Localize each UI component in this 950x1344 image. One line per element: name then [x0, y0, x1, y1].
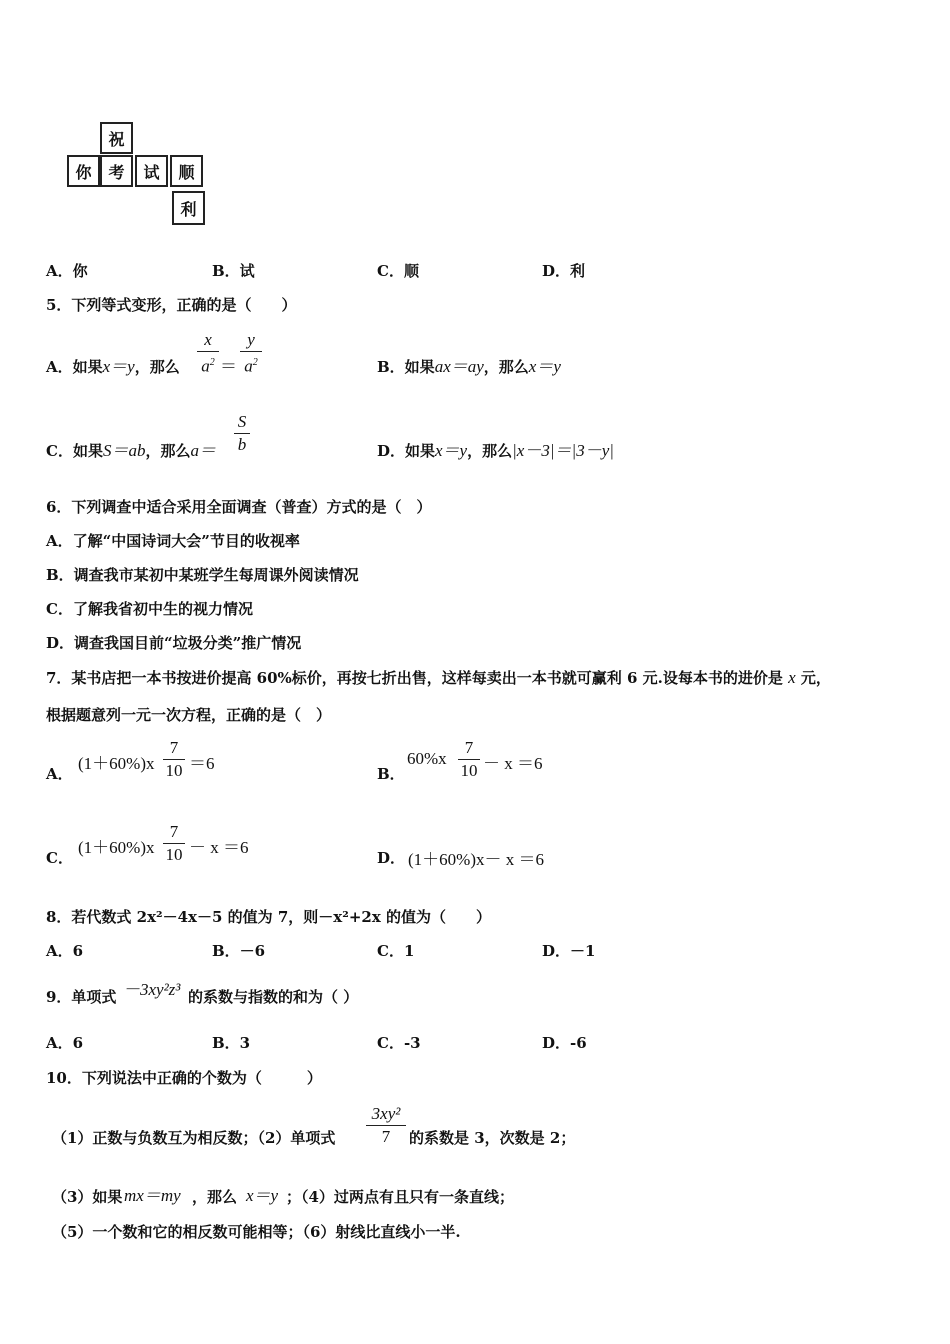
q5-c-num: S: [237, 412, 247, 431]
q10-fraction: [366, 1104, 406, 1147]
q5-c-mid: ，那么: [145, 442, 191, 460]
q7-line1-pre: 7．某书店把一本书按进价提高 60%标价，再按七折出售，这样每卖出一本书就可赢利 6 元.设每本书的进价是: [46, 669, 789, 687]
q5-a-exp2: 2: [252, 357, 258, 368]
q8-option-a: A．6: [46, 942, 84, 960]
q8-option-d: D．－1: [542, 942, 596, 960]
q10-stem: 10．下列说法中正确的个数为（ ）: [46, 1069, 322, 1087]
q5-a-num1: x: [204, 330, 212, 349]
q5-c-fraction: [234, 412, 250, 455]
q10-s3-mid: ，那么: [192, 1188, 238, 1206]
q7-a-post: ＝6: [189, 754, 215, 773]
q5-a-exp1: 2: [209, 357, 215, 368]
q7-b-pre: 60%x: [407, 749, 447, 768]
q9-monomial: －3xy²z³: [123, 980, 181, 999]
q5-c-prefix: C．如果: [46, 442, 103, 460]
q5-a-den2: a: [244, 356, 253, 376]
net-cell: 顺: [170, 155, 203, 187]
q8-option-b: B．－6: [212, 942, 266, 960]
q8-stem: 8．若代数式 2x²－4x－5 的值为 7，则－x²+2x 的值为（ ）: [46, 908, 491, 926]
q7-option-d-label: D．: [377, 849, 406, 867]
q7-a-den: 10: [165, 761, 183, 780]
q9-option-c: C．-3: [377, 1034, 421, 1052]
q10-statement-5-6: （5）一个数和它的相反数可能相等；（6）射线比直线小一半.: [52, 1223, 461, 1241]
q5-stem: 5．下列等式变形，正确的是（ ）: [46, 296, 297, 314]
q5-option-b: [377, 352, 561, 377]
net-cell: 考: [100, 155, 133, 187]
q10-frac-num: 3xy²: [371, 1104, 401, 1123]
q5-a-prefix: A．如果: [46, 358, 103, 376]
q10-s3-post: ；（4）过两点有且只有一条直线；: [286, 1188, 514, 1206]
net-cell: 你: [67, 155, 100, 187]
q7-d-expr: (1＋60%)x－ x ＝6: [408, 850, 544, 869]
q5-option-d: [377, 436, 614, 461]
q5-d-mid: ，那么: [467, 442, 513, 460]
q7-a-num: 7: [169, 738, 179, 757]
q6-option-b: B．调查我市某初中某班学生每周课外阅读情况: [46, 566, 359, 584]
q9-option-a: A．6: [46, 1034, 84, 1052]
net-cell: 试: [135, 155, 168, 187]
q10-frac-den: 7: [381, 1127, 391, 1146]
net-cell: 祝: [100, 122, 133, 154]
q5-b-cond: ax＝ay: [434, 357, 484, 376]
q9-stem-pre: 9．单项式: [46, 988, 117, 1006]
q7-b-fraction: [458, 738, 480, 781]
q9-option-d: D．-6: [542, 1034, 587, 1052]
q7-line1-var: x: [788, 668, 796, 687]
q6-option-c: C．了解我省初中生的视力情况: [46, 600, 253, 618]
q4-option-a: A．你: [46, 262, 88, 280]
q5-d-prefix: D．如果: [377, 442, 436, 460]
q5-a-cond: x＝y: [102, 357, 135, 376]
q10-s3-pre: （3）如果: [52, 1188, 123, 1206]
q5-b-prefix: B．如果: [377, 358, 435, 376]
q7-c-post: － x ＝6: [189, 838, 249, 857]
q7-c-pre: (1＋60%)x: [78, 838, 155, 857]
q10-s3-expr2: x＝y: [246, 1186, 279, 1205]
q9-stem-post: 的系数与指数的和为（ ）: [188, 988, 359, 1006]
q5-a-eq: ＝: [220, 357, 237, 376]
q5-a-fraction-right: [240, 330, 262, 377]
q7-stem-line1: [46, 667, 831, 688]
q9-option-b: B．3: [212, 1034, 251, 1052]
q7-b-den: 10: [460, 761, 478, 780]
q10-statement-1-2: （1）正数与负数互为相反数；（2）单项式: [52, 1129, 336, 1147]
q5-b-res: x＝y: [528, 357, 561, 376]
q5-c-den: b: [237, 435, 247, 454]
q6-stem: 6．下列调查中适合采用全面调查（普查）方式的是（ ）: [46, 498, 432, 516]
q7-c-fraction: [163, 822, 185, 865]
q8-option-c: C．1: [377, 942, 415, 960]
q6-option-d: D．调查我国目前“垃圾分类”推广情况: [46, 634, 302, 652]
q5-a-num2: y: [247, 330, 255, 349]
q5-c-res: a＝: [190, 441, 216, 460]
q5-a-fraction-left: [197, 330, 219, 377]
q7-option-a-label: A．: [46, 765, 73, 783]
q7-option-c-label: C．: [46, 849, 73, 867]
q5-d-cond: x＝y: [435, 441, 468, 460]
q4-option-b: B．试: [212, 262, 255, 280]
q5-option-a: [46, 352, 180, 377]
q7-option-b-label: B．: [377, 765, 405, 783]
q10-s3-expr1: mx＝my: [124, 1186, 181, 1205]
q5-d-res: |x－3|＝|3－y|: [512, 441, 614, 460]
q7-a-pre: (1＋60%)x: [78, 754, 155, 773]
q5-c-cond: S＝ab: [102, 441, 146, 460]
q7-stem-line2: 根据题意列一元一次方程，正确的是（ ）: [46, 706, 332, 724]
q5-b-mid: ，那么: [483, 358, 529, 376]
q7-c-den: 10: [165, 845, 183, 864]
q7-b-num: 7: [464, 738, 474, 757]
net-cell: 利: [172, 191, 205, 225]
q4-option-d: D．利: [542, 262, 586, 280]
q5-option-c: [46, 436, 216, 461]
q5-a-den1: a: [201, 356, 210, 376]
q7-b-post: － x ＝6: [483, 754, 543, 773]
q7-line1-post: 元，: [795, 669, 831, 687]
q5-a-mid: ，那么: [134, 358, 180, 376]
q7-a-fraction: [163, 738, 185, 781]
q4-option-c: C．顺: [377, 262, 419, 280]
q6-option-a: A．了解“中国诗词大会”节目的收视率: [46, 532, 300, 550]
q7-c-num: 7: [169, 822, 179, 841]
q10-statement-2-post: 的系数是 3，次数是 2；: [409, 1129, 576, 1147]
